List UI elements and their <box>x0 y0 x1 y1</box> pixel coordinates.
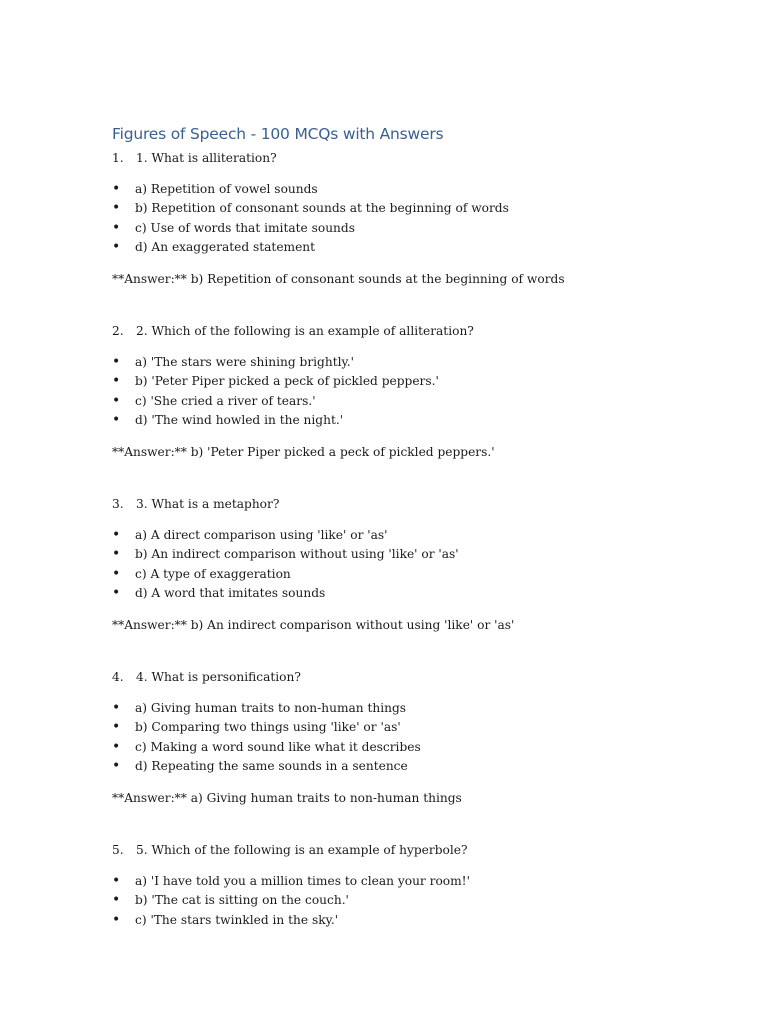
answer-line: **Answer:** b) An indirect comparison without using 'like' or 'as' <box>112 618 515 633</box>
option-a <box>112 699 732 718</box>
option-text: a) 'The stars were shining brightly.' <box>135 355 354 369</box>
option-a <box>112 353 732 372</box>
bullet-icon: • <box>112 738 121 755</box>
document-title: Figures of Speech - 100 MCQs with Answers <box>112 125 444 143</box>
question-text <box>112 321 732 341</box>
question-prompt: 5. Which of the following is an example of hyperbole? <box>136 843 468 857</box>
option-a <box>112 872 732 891</box>
option-a <box>112 526 732 545</box>
option-text: d) 'The wind howled in the night.' <box>135 412 344 427</box>
option-d <box>112 411 732 430</box>
question-number: 1. <box>112 151 124 165</box>
bullet-icon: • <box>112 200 121 217</box>
option-text: c) 'The stars twinkled in the sky.' <box>135 912 339 927</box>
question-number: 4. <box>112 670 124 684</box>
option-b <box>112 199 732 218</box>
option-text: d) Repeating the same sounds in a sentence <box>135 758 408 773</box>
question-text <box>112 148 732 168</box>
bullet-icon: • <box>112 911 121 928</box>
question-3 <box>112 494 732 635</box>
bullet-icon: • <box>112 354 121 370</box>
bullet-icon: • <box>112 527 121 543</box>
bullet-icon: • <box>112 238 121 255</box>
option-text: b) Comparing two things using 'like' or 'as' <box>135 720 401 735</box>
option-list <box>112 699 732 776</box>
answer-line: **Answer:** b) Repetition of consonant sounds at the beginning of words <box>112 272 565 287</box>
option-list <box>112 526 732 603</box>
bullet-icon: • <box>112 873 121 889</box>
question-prompt: 2. Which of the following is an example of alliteration? <box>136 324 474 338</box>
option-c <box>112 219 732 238</box>
question-5 <box>112 840 732 930</box>
option-text: b) 'The cat is sitting on the couch.' <box>135 893 349 908</box>
option-d <box>112 584 732 603</box>
option-text: a) A direct comparison using 'like' or 'as' <box>135 528 388 542</box>
bullet-icon: • <box>112 219 121 236</box>
option-text: a) Repetition of vowel sounds <box>135 182 318 196</box>
answer-line: **Answer:** b) 'Peter Piper picked a peck of pickled peppers.' <box>112 445 495 460</box>
option-a <box>112 180 732 199</box>
bullet-icon: • <box>112 373 121 390</box>
bullet-icon: • <box>112 181 121 197</box>
option-c <box>112 392 732 411</box>
option-c <box>112 738 732 757</box>
question-prompt: 3. What is a metaphor? <box>136 497 280 511</box>
question-text <box>112 494 732 514</box>
option-d <box>112 238 732 257</box>
bullet-icon: • <box>112 546 121 563</box>
bullet-icon: • <box>112 392 121 409</box>
option-text: c) Use of words that imitate sounds <box>135 220 355 235</box>
question-number: 2. <box>112 324 124 338</box>
option-text: c) 'She cried a river of tears.' <box>135 393 316 408</box>
option-text: d) A word that imitates sounds <box>135 585 326 600</box>
option-c <box>112 911 732 930</box>
bullet-icon: • <box>112 565 121 582</box>
answer-line: **Answer:** a) Giving human traits to non-human things <box>112 791 462 806</box>
question-1 <box>112 148 732 289</box>
option-text: b) 'Peter Piper picked a peck of pickled peppers.' <box>135 374 439 389</box>
question-2 <box>112 321 732 462</box>
option-c <box>112 565 732 584</box>
question-text <box>112 667 732 687</box>
option-b <box>112 891 732 910</box>
bullet-icon: • <box>112 719 121 736</box>
bullet-icon: • <box>112 892 121 909</box>
question-prompt: 1. What is alliteration? <box>136 151 277 165</box>
option-text: d) An exaggerated statement <box>135 239 316 254</box>
option-b <box>112 372 732 391</box>
bullet-icon: • <box>112 584 121 601</box>
question-number: 3. <box>112 497 124 511</box>
question-text <box>112 840 732 860</box>
option-text: c) Making a word sound like what it describes <box>135 739 421 754</box>
option-text: a) 'I have told you a million times to clean your room!' <box>135 874 470 888</box>
option-list <box>112 872 732 930</box>
option-d <box>112 757 732 776</box>
option-text: b) An indirect comparison without using 'like' or 'as' <box>135 547 459 562</box>
question-number: 5. <box>112 843 124 857</box>
option-b <box>112 718 732 737</box>
option-text: a) Giving human traits to non-human things <box>135 701 407 715</box>
option-text: b) Repetition of consonant sounds at the beginning of words <box>135 201 509 216</box>
question-prompt: 4. What is personification? <box>136 670 301 684</box>
option-text: c) A type of exaggeration <box>135 566 291 581</box>
option-b <box>112 545 732 564</box>
option-list <box>112 353 732 430</box>
bullet-icon: • <box>112 411 121 428</box>
bullet-icon: • <box>112 700 121 716</box>
option-list <box>112 180 732 257</box>
question-4 <box>112 667 732 808</box>
bullet-icon: • <box>112 757 121 774</box>
